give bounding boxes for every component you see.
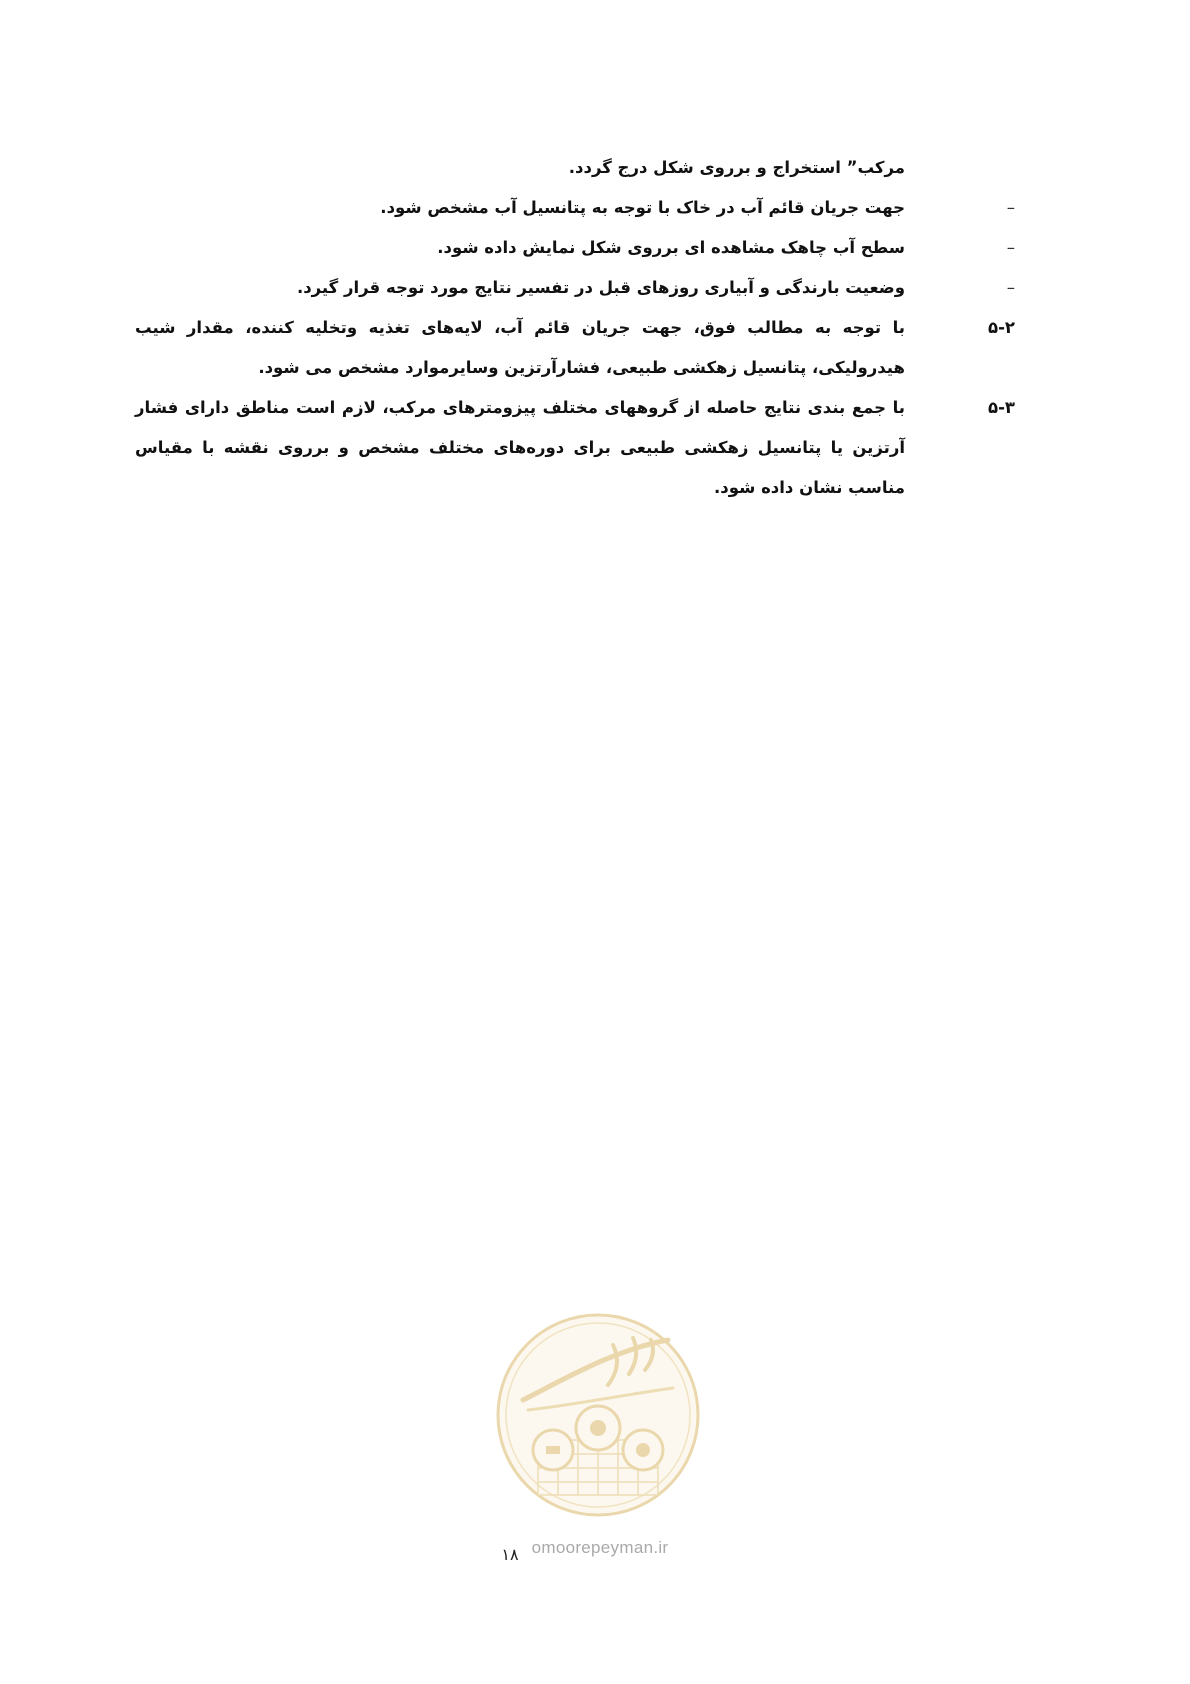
line-gutter — [905, 228, 1015, 268]
line-text: مرکب” استخراج و برروی شکل درج گردد. — [568, 158, 905, 177]
section-number: ۵-۲ — [988, 318, 1015, 337]
line-gutter — [905, 148, 1015, 188]
section-gutter — [905, 308, 1015, 348]
section-number: ۵-۳ — [988, 398, 1015, 417]
dash-marker: – — [1006, 278, 1015, 297]
bullet-item — [135, 228, 1015, 268]
watermark-url: omoorepeyman.ir — [531, 1538, 669, 1557]
bullet-text: وضعیت بارندگی و آبیاری روزهای قبل در تفسیر نتایج مورد توجه قرار گیرد. — [296, 278, 905, 297]
document-body — [135, 148, 1015, 508]
text-line — [135, 148, 1015, 188]
dash-marker: – — [1006, 238, 1015, 257]
bullet-item — [135, 268, 1015, 308]
line-gutter — [905, 268, 1015, 308]
section-text: با جمع بندی نتایج حاصله از گروههای مختلف پیزومترهای مرکب، لازم است مناطق دارای فشار آرتزین یا پتانسیل زهکشی طبیعی برای دوره‌های مختلف مشخص و برروی نقشه با مقیاس مناسب نشان داده شود. — [135, 398, 905, 497]
numbered-section — [135, 308, 1015, 388]
section-text: با توجه به مطالب فوق، جهت جریان قائم آب، لایه‌های تغذیه وتخلیه کننده، مقدار شیب هیدرولیکی، پتانسیل زهکشی طبیعی، فشارآرتزین وسایرموارد مشخص می شود. — [135, 318, 905, 377]
dash-marker: – — [1006, 198, 1015, 217]
bullet-text: جهت جریان قائم آب در خاک با توجه به پتانسیل آب مشخص شود. — [380, 198, 905, 217]
page-number: ۱۸ — [501, 1545, 519, 1564]
bullet-text: سطح آب چاهک مشاهده ای برروی شکل نمایش داده شود. — [437, 238, 905, 257]
watermark-logo-icon — [493, 1310, 703, 1520]
line-gutter — [905, 188, 1015, 228]
numbered-section — [135, 388, 1015, 508]
section-gutter — [905, 388, 1015, 428]
bullet-item — [135, 188, 1015, 228]
